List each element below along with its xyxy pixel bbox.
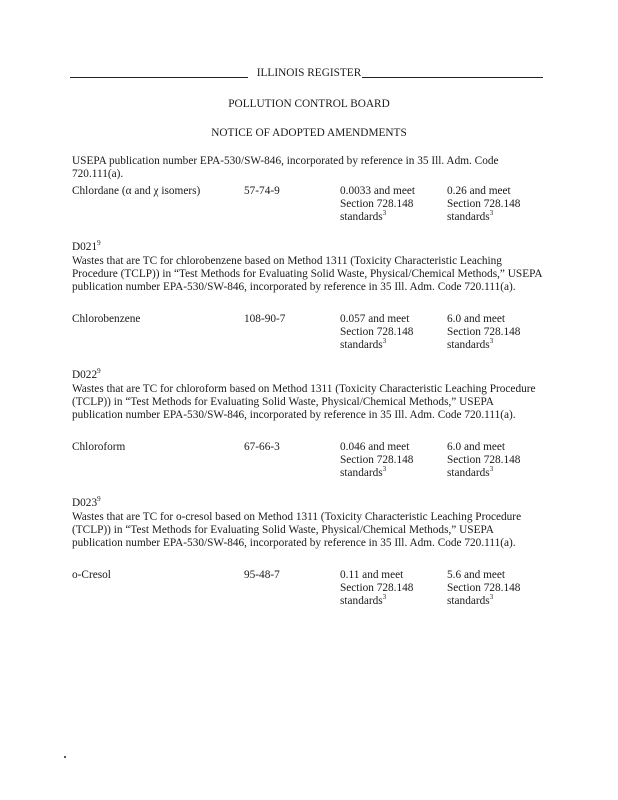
standard-line: standards$^3$ bbox=[340, 465, 387, 480]
waste-description: Wastes that are TC for chlorobenzene based on Method 1311 (Toxicity Characteristic Leaching Procedure (TCLP)) in “Test Methods for Evaluating Solid Waste, Physical/Chemical Methods,” USEPA publication number EPA-530/SW-846, incorporated by reference in 35 Ill. Adm. Code 720.111(a). bbox=[72, 255, 542, 294]
standard-line: Section 728.148 bbox=[340, 326, 414, 339]
contaminant-name: o-Cresol bbox=[72, 569, 111, 581]
standard-line: 6.0 and meet bbox=[447, 441, 506, 453]
standard-line: standards$^3$ bbox=[447, 593, 494, 608]
waste-code-d023: $D023^9$ bbox=[72, 495, 101, 509]
standard-line: 6.0 and meet bbox=[447, 313, 506, 325]
standard-line: 0.046 and meet bbox=[340, 441, 410, 453]
standard-line: Section 728.148 bbox=[447, 326, 521, 339]
scan-speck bbox=[64, 756, 66, 758]
cas-number: 95-48-7 bbox=[244, 569, 280, 581]
cas-number: 57-74-9 bbox=[244, 185, 280, 197]
standard-line: Section 728.148 bbox=[340, 198, 414, 211]
nonwastewater-standard bbox=[447, 185, 520, 225]
standard-line: Section 728.148 bbox=[447, 582, 521, 595]
nonwastewater-standard bbox=[447, 441, 520, 481]
wastewater-standard bbox=[340, 185, 415, 225]
standard-line: Section 728.148 bbox=[340, 582, 414, 595]
continued-paragraph: USEPA publication number EPA-530/SW-846, incorporated by reference in 35 Ill. Adm. Code 720.111(a). bbox=[72, 155, 499, 181]
waste-description: Wastes that are TC for chloroform based on Method 1311 (Toxicity Characteristic Leaching Procedure (TCLP)) in “Test Methods for Evaluating Solid Waste, Physical/Chemical Methods,” USEPA publication number EPA-530/SW-846, incorporated by reference in 35 Ill. Adm. Code 720.111(a). bbox=[72, 383, 536, 422]
standard-line: Section 728.148 bbox=[447, 198, 521, 211]
standard-line: 0.057 and meet bbox=[340, 313, 410, 325]
wastewater-standard bbox=[340, 441, 413, 481]
standard-line: standards$^3$ bbox=[340, 209, 387, 224]
standard-line: standards$^3$ bbox=[447, 465, 494, 480]
standard-line: standards$^3$ bbox=[447, 209, 494, 224]
waste-code-d021: $D021^9$ bbox=[72, 239, 101, 253]
standard-line: standards$^3$ bbox=[340, 337, 387, 352]
standard-line: Section 728.148 bbox=[340, 454, 414, 467]
nonwastewater-standard bbox=[447, 569, 520, 609]
register-title: ILLINOIS REGISTER bbox=[256, 67, 362, 79]
contaminant-name: Chlordane (α and χ isomers) bbox=[72, 185, 201, 197]
waste-description: Wastes that are TC for o-cresol based on Method 1311 (Toxicity Characteristic Leaching Procedure (TCLP)) in “Test Methods for Evaluating Solid Waste, Physical/Chemical Methods,” USEPA publication number EPA-530/SW-846, incorporated by reference in 35 Ill. Adm. Code 720.111(a). bbox=[72, 511, 522, 550]
board-title: POLLUTION CONTROL BOARD bbox=[228, 98, 390, 110]
cas-number: 67-66-3 bbox=[244, 441, 280, 453]
waste-code-d022: $D022^9$ bbox=[72, 367, 101, 381]
header-rule-right bbox=[362, 77, 543, 78]
notice-title: NOTICE OF ADOPTED AMENDMENTS bbox=[211, 127, 407, 139]
standard-line: Section 728.148 bbox=[447, 454, 521, 467]
standard-line: 0.11 and meet bbox=[340, 569, 404, 581]
standard-line: 5.6 and meet bbox=[447, 569, 506, 581]
wastewater-standard bbox=[340, 313, 413, 353]
contaminant-name: Chlorobenzene bbox=[72, 313, 141, 325]
cas-number: 108-90-7 bbox=[244, 313, 286, 325]
standard-line: standards$^3$ bbox=[447, 337, 494, 352]
nonwastewater-standard bbox=[447, 313, 520, 353]
contaminant-name: Chloroform bbox=[72, 441, 126, 453]
standard-line: 0.0033 and meet bbox=[340, 185, 415, 197]
standard-line: standards$^3$ bbox=[340, 593, 387, 608]
wastewater-standard bbox=[340, 569, 413, 609]
standard-line: 0.26 and meet bbox=[447, 185, 511, 197]
